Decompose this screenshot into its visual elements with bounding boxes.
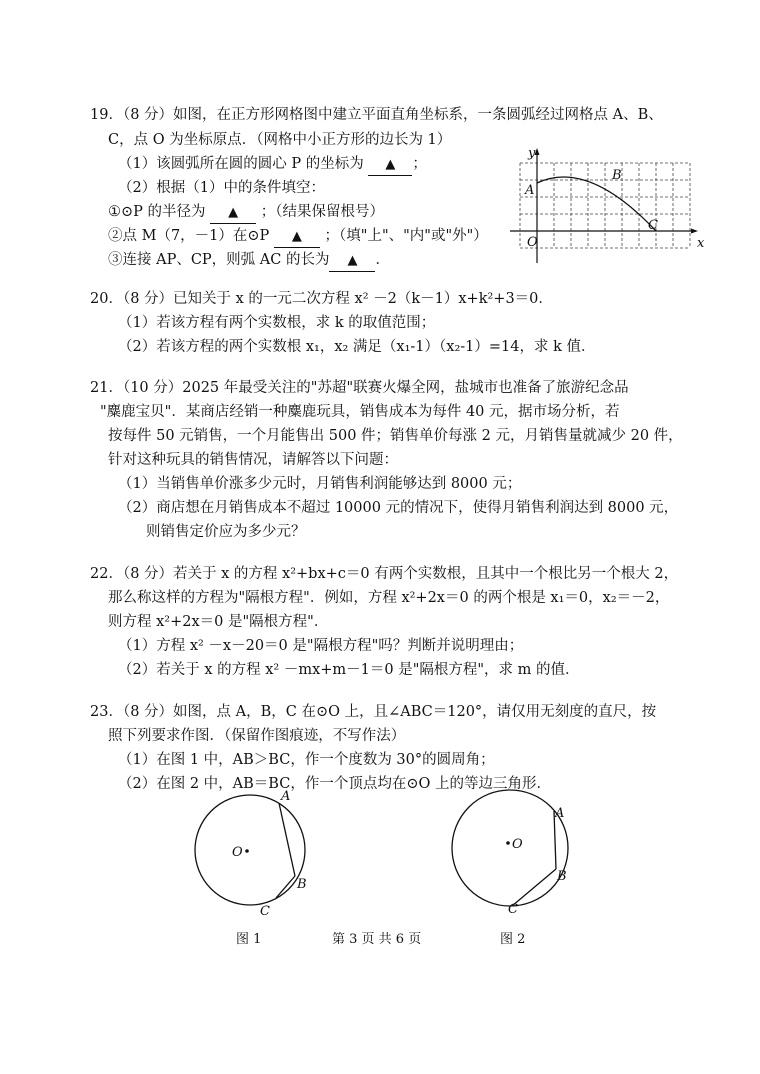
q22-line3: 则方程 x²+2x＝0 是"隔根方程"． xyxy=(108,614,329,630)
q19-part1-end: ； xyxy=(412,156,427,172)
circle-arc xyxy=(537,177,656,231)
q20-line1: 20．（8 分）已知关于 x 的一元二次方程 x² －2（k－1）x+k²+3＝0． xyxy=(90,291,553,307)
q21-line5: （1）当销售单价涨多少元时，月销售利润能够达到 8000 元； xyxy=(118,476,522,492)
q19-grid-figure xyxy=(500,145,710,270)
q19-sub1-text: ①⊙P 的半径为 xyxy=(108,204,206,220)
q20-line2: （1）若该方程有两个实数根，求 k 的取值范围； xyxy=(118,315,436,331)
q23-figure-1 xyxy=(185,790,325,920)
circle-o xyxy=(195,795,305,905)
page-footer: 第 3 页 共 6 页 xyxy=(332,932,422,947)
q19-sub1-end: ；（结果保留根号） xyxy=(260,204,384,220)
q21-line3: 按每件 50 元销售，一个月能售出 500 件；销售单价每涨 2 元，月销售量就减少 20 件， xyxy=(108,428,683,444)
circle-o xyxy=(452,790,568,906)
q21-line1: 21．（10 分）2025 年最受关注的"苏超"联赛火爆全网，盐城市也准备了旅游纪念品 xyxy=(90,380,629,396)
x-label: x xyxy=(697,236,705,251)
center-point xyxy=(245,849,249,853)
q21-line4: 针对这种玩具的销售情况，请解答以下问题： xyxy=(108,452,398,468)
grid-lines xyxy=(520,163,690,248)
answer-blank: ▲ xyxy=(210,203,256,224)
q21-line7: 则销售定价应为多少元？ xyxy=(146,524,306,540)
point-a-label: A xyxy=(555,806,565,821)
x-axis-arrow xyxy=(691,229,698,234)
point-b-label: B xyxy=(557,869,567,884)
point-c-label: C xyxy=(648,218,658,233)
q20-line3: （2）若该方程的两个实数根 x₁，x₂ 满足（x₁-1）（x₂-1）=14，求 k 值． xyxy=(118,339,596,355)
figure-1-caption: 图 1 xyxy=(236,932,262,947)
point-b-label: B xyxy=(612,168,622,183)
q19-sub2-end: ；（填"上"、"内"或"外"） xyxy=(324,228,488,244)
chord-ab xyxy=(279,803,295,876)
q19-sub2-text: ②点 M（7，－1）在⊙P xyxy=(108,228,270,244)
q19-sub3 xyxy=(108,250,390,272)
q22-line5: （2）若关于 x 的方程 x² －mx+m－1＝0 是"隔根方程"，求 m 的值． xyxy=(118,662,580,678)
q23-line4: （2）在图 2 中，AB＝BC，作一个顶点均在⊙O 上的等边三角形． xyxy=(118,776,551,792)
y-label: y xyxy=(528,146,536,161)
q19-line1: 19．（8 分）如图，在正方形网格图中建立平面直角坐标系，一条圆弧经过网格点 A、B、 xyxy=(90,107,663,123)
point-c-label: C xyxy=(260,904,270,919)
answer-blank: ▲ xyxy=(274,227,320,248)
center-label: O xyxy=(232,845,243,860)
q21-line6: （2）商店想在月销售成本不超过 10000 元的情况下，使得月销售利润达到 8000 元， xyxy=(118,500,679,516)
answer-blank: ▲ xyxy=(329,251,375,272)
q19-part1 xyxy=(118,154,427,176)
q23-figure-2 xyxy=(448,784,588,919)
center-point xyxy=(506,841,510,845)
q22-line2: 那么称这样的方程为"隔根方程"．例如，方程 x²+2x＝0 的两个根是 x₁＝0，x₂＝－2， xyxy=(108,590,670,606)
q19-sub3-end: ． xyxy=(375,252,390,268)
point-a-label: A xyxy=(281,789,291,804)
q22-line4: （1）方程 x² －x－20＝0 是"隔根方程"吗？判断并说明理由； xyxy=(118,638,524,654)
q19-sub2 xyxy=(108,226,488,248)
point-b-label: B xyxy=(297,877,307,892)
q19-part1-text: （1）该圆弧所在圆的圆心 P 的坐标为 xyxy=(118,156,364,172)
point-c-label: C xyxy=(508,902,518,917)
origin-label: O xyxy=(527,235,538,250)
q23-line1: 23．（8 分）如图，点 A，B，C 在⊙O 上，且∠ABC＝120°，请仅用无刻度的直尺，按 xyxy=(90,704,657,720)
q21-line2: "麋鹿宝贝"．某商店经销一种麋鹿玩具，销售成本为每件 40 元，据市场分析，若 xyxy=(100,404,620,420)
chord-bc xyxy=(276,876,295,898)
q23-line3: （1）在图 1 中，AB＞BC，作一个度数为 30°的圆周角； xyxy=(118,752,495,768)
q19-sub1 xyxy=(108,202,384,224)
figure-2-caption: 图 2 xyxy=(500,932,526,947)
q19-sub3-text: ③连接 AP、CP，则弧 AC 的长为 xyxy=(108,252,330,268)
q19-line2: C，点 O 为坐标原点．（网格中小正方形的边长为 1） xyxy=(108,132,452,148)
center-label: O xyxy=(512,837,523,852)
q19-part2: （2）根据（1）中的条件填空： xyxy=(118,180,325,196)
q23-line2: 照下列要求作图．（保留作图痕迹，不写作法） xyxy=(108,728,406,744)
answer-blank: ▲ xyxy=(368,155,412,176)
point-a-label: A xyxy=(525,183,535,198)
q22-line1: 22．（8 分）若关于 x 的方程 x²+bx+c＝0 有两个实数根，且其中一个根比另一个根大 2， xyxy=(90,566,679,582)
